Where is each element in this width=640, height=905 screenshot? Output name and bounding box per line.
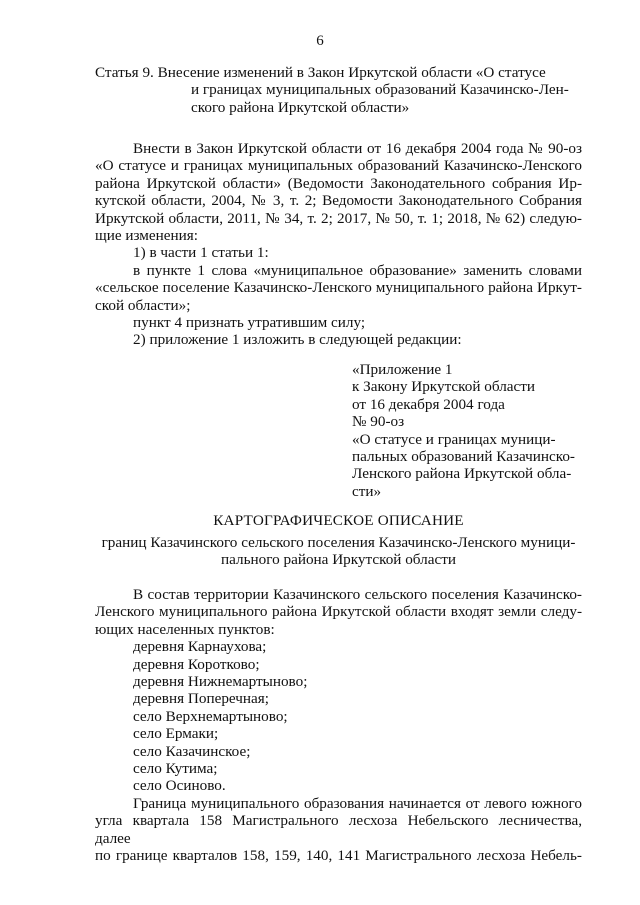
subtitle-line-1: границ Казачинского сельского поселения Казачинско-Ленского муници- (101, 534, 576, 551)
settlement-item: село Кутима; (133, 760, 218, 778)
settlement-item: деревня Поперечная; (133, 690, 269, 708)
list-item: 2) приложение 1 изложить в следующей редакции: (133, 331, 462, 349)
territory-text (95, 586, 582, 865)
appendix-line: Ленского района Иркутской обла- (352, 465, 572, 483)
settlement-item: село Верхнемартыново; (133, 707, 288, 725)
paragraph-line: Внести в Закон Иркутской области от 16 декабря 2004 года № 90-оз (133, 140, 582, 157)
settlement-item: деревня Карнаухова; (133, 638, 267, 656)
appendix-line: «Приложение 1 (352, 361, 453, 378)
appendix-line: сти» (352, 482, 382, 500)
article-heading-line-1: Статья 9. Внесение изменений в Закон Иркутской области «О статусе (95, 64, 546, 81)
paragraph-line: щие изменения: (95, 227, 198, 245)
appendix-line: к Закону Иркутской области (352, 378, 536, 396)
subtitle-line-2: пального района Иркутской области (221, 551, 456, 569)
article-heading (95, 64, 582, 116)
appendix-line: пальных образований Казачинско- (352, 448, 575, 466)
paragraph-line: в пункте 1 слова «муниципальное образование» заменить словами (133, 261, 582, 279)
paragraph-line: В состав территории Казачинского сельского поселения Казачинско- (133, 586, 582, 603)
article-heading-line-3: ского района Иркутской области» (191, 98, 410, 116)
appendix-line: «О статусе и границах муници- (352, 430, 556, 448)
paragraph-line: «О статусе и границах муниципальных образований Казачинско-Ленского (95, 157, 582, 175)
paragraph-line: Ленского муниципального района Иркутской области входят земли следу- (95, 603, 582, 621)
settlement-item: деревня Нижнемартыново; (133, 673, 308, 691)
settlement-list (95, 638, 582, 795)
appendix-line: от 16 декабря 2004 года (352, 395, 505, 413)
settlement-item: деревня Коротково; (133, 655, 260, 673)
article-heading-line-2: и границах муниципальных образований Казачинско-Лен- (191, 81, 569, 99)
appendix-line: № 90-оз (352, 413, 405, 431)
paragraph-line: по границе кварталов 158, 159, 140, 141 Магистрального лесхоза Небель- (95, 847, 582, 865)
paragraph-line: Граница муниципального образования начинается от левого южного (133, 794, 582, 812)
paragraph-line: «сельское поселение Казачинско-Ленского муниципального района Иркут- (95, 279, 582, 297)
list-item: 1) в части 1 статьи 1: (133, 244, 269, 262)
map-description-title: КАРТОГРАФИЧЕСКОЕ ОПИСАНИЕ (213, 512, 464, 529)
paragraph-line: ской области»; (95, 296, 191, 314)
settlement-item: село Казачинское; (133, 742, 251, 760)
paragraph-line: Иркутской области, 2011, № 34, т. 2; 2017, № 50, т. 1; 2018, № 62) следую- (95, 209, 582, 227)
amendment-text (95, 140, 582, 349)
page-number: 6 (316, 33, 324, 49)
settlement-item: село Осиново. (133, 777, 226, 795)
paragraph-line: угла квартала 158 Магистрального лесхоза Небельского лесничества, далее (95, 812, 582, 847)
appendix-reference (352, 361, 582, 500)
paragraph-line: ющих населенных пунктов: (95, 620, 275, 638)
settlement-item: село Ермаки; (133, 725, 219, 743)
paragraph-line: района Иркутской области» (Ведомости Законодательного собрания Ир- (95, 174, 582, 192)
paragraph-line: пункт 4 признать утратившим силу; (133, 314, 366, 332)
paragraph-line: кутской области, 2004, № 3, т. 2; Ведомости Законодательного Собрания (95, 192, 582, 210)
map-description-subtitle (95, 534, 582, 569)
